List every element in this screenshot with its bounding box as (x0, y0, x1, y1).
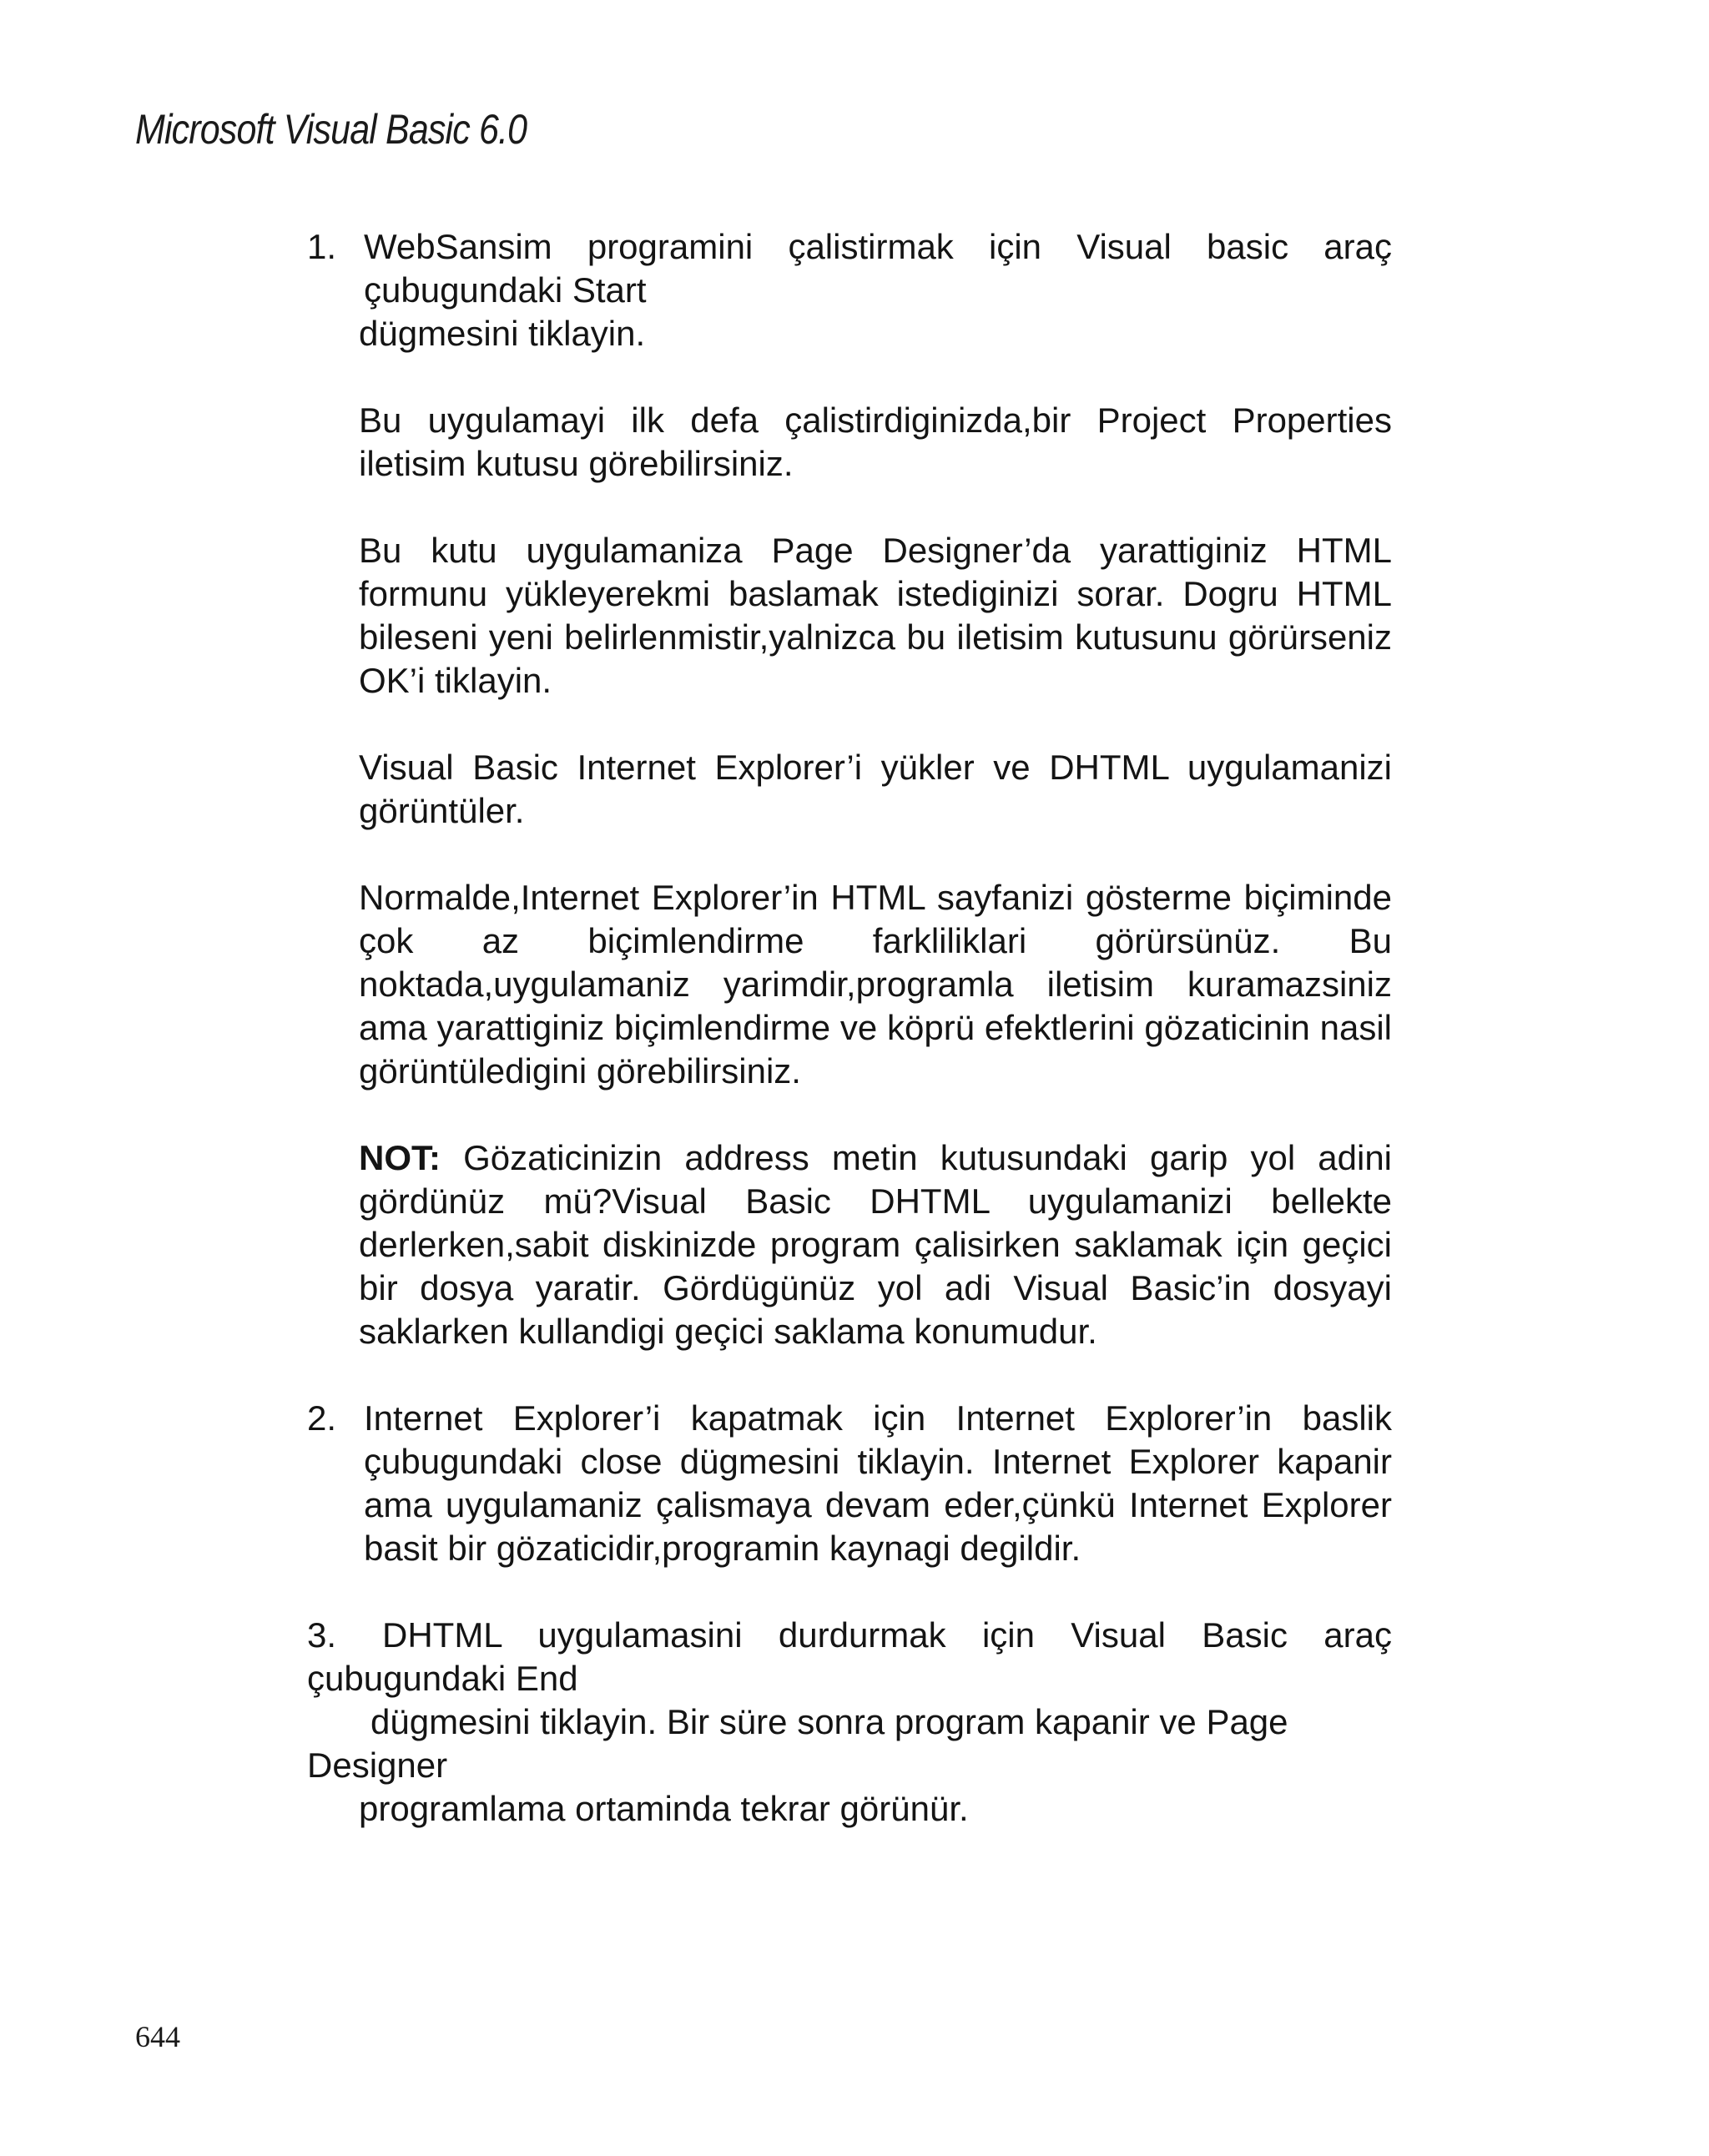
step-3-line-5: programlama ortaminda tekrar görünür. (359, 1789, 969, 1828)
step-3-line-2: çubugundaki End (307, 1659, 578, 1698)
step-1-line-1: WebSansim programini çalistirmak için Visual basic araç (364, 227, 1392, 266)
step-3 (307, 1614, 1392, 1831)
step-2-number: 2. (307, 1398, 337, 1438)
step-1-paragraph-1: Bu uygulamayi ilk defa çalistirdiginizda,bir Project Properties iletisim kutusu görebilirsiniz. (359, 400, 1392, 483)
running-header: Microsoft Visual Basic 6.0 (135, 106, 527, 153)
note-label: NOT: (359, 1138, 441, 1177)
step-3-line-3: dügmesini tiklayin. Bir süre sonra program kapanir ve Page (371, 1702, 1288, 1741)
step-3-number: 3. (307, 1615, 337, 1655)
step-3-line-4: Designer (307, 1745, 448, 1785)
note-paragraph (307, 1136, 1392, 1353)
step-1 (307, 225, 1392, 355)
page-number: 644 (135, 2020, 180, 2053)
step-1-paragraph-3: Visual Basic Internet Explorer’i yükler ve DHTML uygulamanizi görüntüler. (359, 748, 1392, 830)
step-1-line-3: dügmesini tiklayin. (359, 314, 646, 353)
step-3-first-row (307, 1614, 1392, 1657)
body-text (307, 225, 1392, 1831)
step-2 (307, 1397, 1392, 1570)
step-3-line-1: DHTML uygulamasini durdurmak için Visual Basic araç (382, 1615, 1392, 1655)
step-1-paragraph-4: Normalde,Internet Explorer’in HTML sayfanizi gösterme biçiminde çok az biçimlendirme farkliliklari görürsünüz. Bu noktada,uygulamaniz yarimdir,programla iletisim kuramazsiniz ama yarattiginiz biçimlendirme ve köprü efektlerini gözaticinin nasil görüntüledigini görebilirsiniz. (359, 878, 1392, 1091)
step-1-line-2: çubugundaki Start (364, 270, 647, 310)
step-2-text: Internet Explorer’i kapatmak için Internet Explorer’in baslik çubugundaki close dügmesini tiklayin. Internet Explorer kapanir ama uygulamaniz çalismaya devam eder,çünkü Internet Explorer basit bir gözaticidir,programin kaynagi degildir. (364, 1398, 1392, 1568)
step-1-paragraph-2: Bu kutu uygulamaniza Page Designer’da yarattiginiz HTML formunu yükleyerekmi baslamak istediginizi sorar. Dogru HTML bileseni yeni belirlenmistir,yalnizca bu iletisim kutusunu görürseniz OK’i tiklayin. (359, 531, 1392, 700)
note-text: Gözaticinizin address metin kutusundaki garip yol adini gördünüz mü?Visual Basic DHTML uygulamanizi bellekte derlerken,sabit diskinizde program çalisirken saklamak için geçici bir dosya yaratir. Gördügünüz yol adi Visual Basic’in dosyayi saklarken kullandigi geçici saklama konumudur. (359, 1138, 1393, 1351)
step-1-number: 1. (307, 227, 337, 266)
